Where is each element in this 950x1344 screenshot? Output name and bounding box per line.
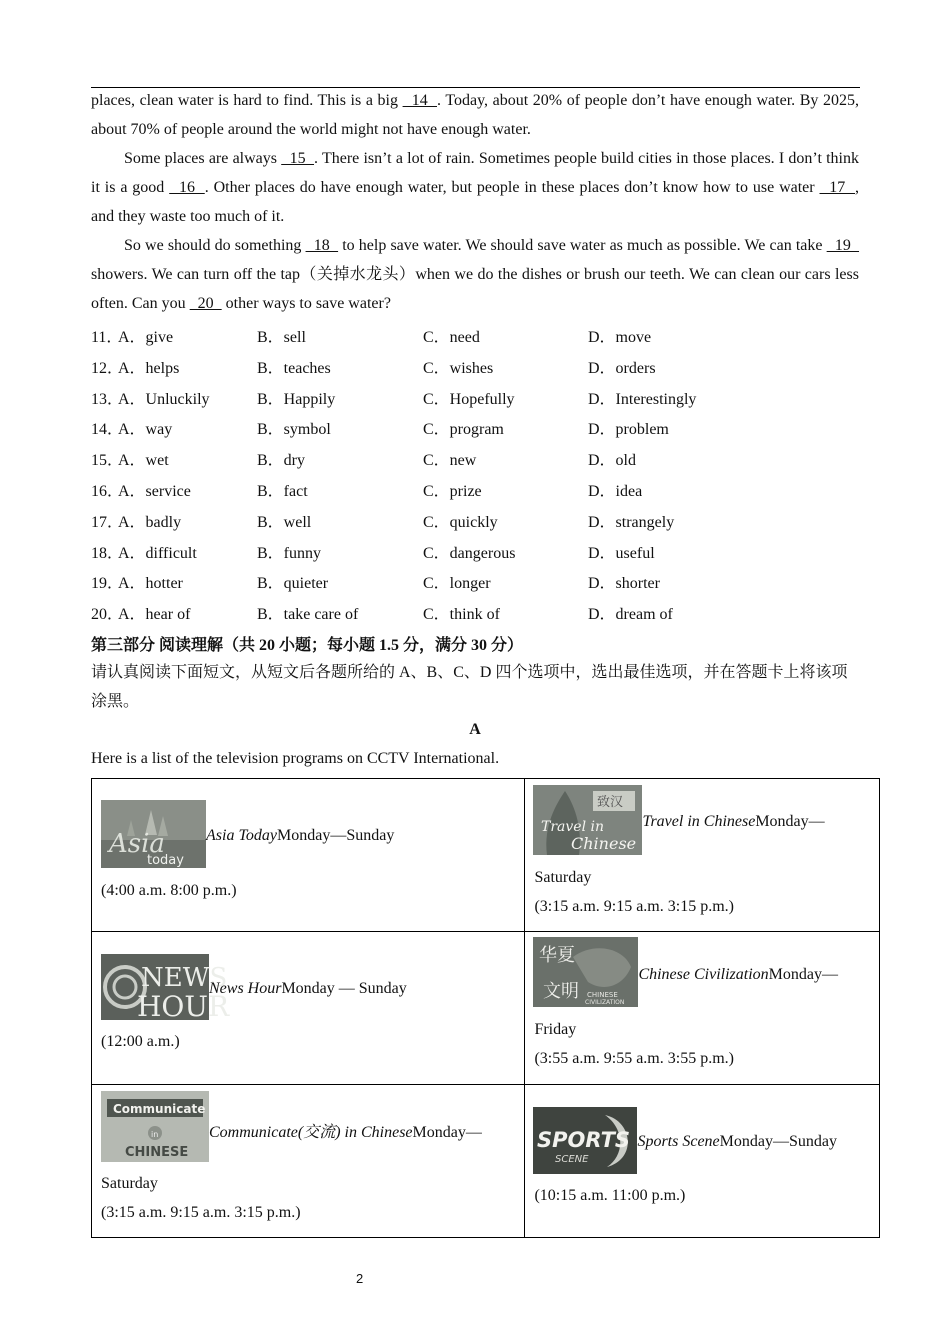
table-row — [92, 779, 880, 932]
question-row — [91, 601, 859, 631]
program-cell — [525, 779, 880, 932]
blank-19: 19 — [826, 237, 860, 254]
program-times: (4:00 a.m. 8:00 p.m.) — [101, 882, 237, 899]
travel-in-chinese-logo — [533, 785, 642, 855]
svg-text:CHINESE: CHINESE — [125, 1145, 189, 1160]
program-times: (3:15 a.m. 9:15 a.m. 3:15 p.m.) — [534, 898, 734, 915]
program-title-line — [209, 1119, 482, 1142]
communicate-in-chinese-logo — [101, 1091, 209, 1162]
svg-text:NEWS: NEWS — [141, 963, 228, 993]
chinese-civilization-logo — [533, 937, 638, 1007]
option-d: D．dream of — [588, 606, 673, 624]
option-b: B．take care of — [257, 606, 359, 624]
table-row — [92, 1085, 880, 1238]
option-c: C．dangerous — [423, 544, 516, 562]
program-cell — [92, 932, 525, 1085]
program-name: Chinese Civilization — [638, 966, 769, 983]
question-row — [91, 509, 859, 539]
passage-paragraph-3 — [91, 231, 859, 318]
svg-text:HOUR: HOUR — [137, 990, 230, 1023]
option-d: D．useful — [588, 544, 655, 562]
question-number: 15． — [91, 452, 124, 470]
blank-20: 20 — [189, 295, 222, 312]
option-b: B．Happily — [257, 390, 336, 408]
question-number: 13． — [91, 390, 124, 408]
program-name: News Hour — [209, 980, 282, 997]
svg-text:Chinese: Chinese — [571, 834, 637, 853]
program-days-continued: Saturday — [534, 869, 592, 886]
question-row — [91, 570, 859, 600]
section-instruction: 请认真阅读下面短文，从短文后各题所给的 A、B、C、D 四个选项中，选出最佳选项，并在答题卡上将该项涂黑。 — [91, 664, 848, 710]
program-days-continued: Friday — [534, 1021, 577, 1038]
option-c: C．program — [423, 421, 504, 439]
passage-text: showers. We can turn off the tap（关掉水龙头）when we do the dishes or brush our teeth. We can clean our cars less often. Can you — [91, 266, 859, 312]
passage-text: . There isn’t a lot of rain. Sometimes people build cities in those places. I don’t think it is a good — [91, 150, 859, 196]
option-d: D．shorter — [588, 575, 660, 593]
program-cell — [525, 1085, 880, 1238]
passage-text: Some places are always — [124, 150, 282, 167]
program-cell — [92, 1085, 525, 1238]
svg-text:Travel in: Travel in — [541, 819, 605, 835]
question-number: 17． — [91, 513, 124, 531]
option-a: A．helps — [118, 359, 180, 377]
question-row — [91, 540, 859, 570]
option-d: D．old — [588, 452, 637, 470]
blank-18: 18 — [305, 237, 339, 254]
program-title-line — [209, 980, 407, 998]
svg-text:Asia: Asia — [109, 829, 165, 859]
passage-paragraph-1 — [91, 86, 859, 144]
question-number: 16． — [91, 483, 124, 500]
passage-text: to help save water. We should save water as much as possible. We can take — [338, 237, 827, 254]
passage-text: . Today, about 20% of people don’t have enough water. By 2025, about 70% of people around the world might not have enough water. — [91, 92, 860, 138]
program-name: Communicate(交流) in Chinese — [209, 1124, 413, 1141]
question-number: 11． — [91, 329, 123, 346]
option-a: A．Unluckily — [118, 390, 210, 408]
option-c: C．new — [423, 452, 477, 470]
option-a: A．difficult — [118, 544, 197, 562]
question-row — [91, 447, 859, 477]
blank-15: 15 — [281, 150, 315, 167]
svg-text:in: in — [151, 1130, 159, 1139]
option-c: C．quickly — [423, 513, 498, 531]
option-b: B．sell — [257, 329, 306, 346]
news-hour-logo — [101, 954, 230, 1023]
question-number: 14． — [91, 421, 124, 439]
option-c: C．longer — [423, 575, 491, 593]
option-a: A．hotter — [118, 575, 183, 593]
option-a: A．wet — [118, 452, 169, 470]
svg-text:Communicate: Communicate — [113, 1102, 206, 1116]
asia-today-logo — [101, 800, 206, 868]
option-c: C．prize — [423, 483, 482, 500]
program-days: Monday—Sunday — [276, 827, 395, 844]
passage-paragraph-2 — [91, 144, 859, 231]
program-name: Travel in Chinese — [642, 813, 756, 830]
program-title-line — [637, 1133, 837, 1151]
question-row — [91, 355, 859, 385]
sports-scene-logo — [533, 1107, 637, 1174]
svg-text:CIVILIZATION: CIVILIZATION — [585, 999, 625, 1006]
program-name: Sports Scene — [637, 1133, 720, 1150]
option-a: A．way — [118, 421, 173, 439]
option-d: D．orders — [588, 359, 656, 377]
blank-17: 17 — [819, 179, 856, 196]
option-b: B．teaches — [257, 359, 331, 377]
question-number: 12． — [91, 359, 124, 377]
blank-14: 14 — [402, 92, 437, 109]
blank-16: 16 — [169, 179, 205, 196]
svg-text:CHINESE: CHINESE — [587, 991, 619, 999]
program-name: Asia Today — [206, 827, 277, 844]
svg-text:SCENE: SCENE — [555, 1154, 589, 1165]
program-cell — [92, 779, 525, 932]
svg-text:today: today — [147, 853, 184, 868]
option-b: B．dry — [257, 452, 306, 470]
program-table — [91, 778, 880, 1238]
option-d: D．strangely — [588, 513, 675, 531]
program-days: Monday— — [412, 1124, 482, 1141]
option-d: D．problem — [588, 421, 669, 439]
option-c: C．Hopefully — [423, 390, 515, 408]
svg-text:华夏: 华夏 — [539, 945, 576, 966]
program-days: Monday— — [755, 813, 825, 830]
passage-letter: A — [469, 721, 481, 738]
question-number: 18． — [91, 544, 124, 562]
program-days: Monday—Sunday — [719, 1133, 837, 1150]
option-a: A．give — [118, 329, 174, 346]
option-b: B．fact — [257, 483, 308, 500]
option-a: A．service — [118, 483, 191, 500]
program-title-line — [206, 827, 394, 845]
passage-text: other ways to save water? — [221, 295, 391, 312]
option-b: B．symbol — [257, 421, 331, 439]
question-row — [91, 324, 859, 354]
section-heading: 第三部分 阅读理解（共 20 小题；每小题 1.5 分，满分 30 分） — [91, 637, 524, 654]
program-cell — [525, 932, 880, 1085]
program-days: Monday— — [768, 966, 838, 983]
passage-intro: Here is a list of the television programs on CCTV International. — [91, 750, 500, 767]
svg-text:文明: 文明 — [543, 981, 580, 1002]
option-a: A．badly — [118, 513, 182, 531]
svg-text:致汉: 致汉 — [597, 795, 624, 810]
option-c: C．need — [423, 329, 480, 346]
table-row — [92, 932, 880, 1085]
passage-text: . Other places do have enough water, but people in these places don’t know how to use water — [204, 179, 820, 196]
program-title-line — [638, 966, 838, 984]
option-b: B．quieter — [257, 575, 329, 593]
option-d: D．idea — [588, 483, 643, 500]
option-b: B．funny — [257, 544, 322, 562]
option-d: D．move — [588, 329, 652, 346]
option-a: A．hear of — [118, 606, 191, 624]
question-number: 19． — [91, 575, 124, 593]
option-b: B．well — [257, 513, 312, 531]
program-times: (3:15 a.m. 9:15 a.m. 3:15 p.m.) — [101, 1204, 301, 1221]
passage-text: places, clean water is hard to find. This is a big — [91, 92, 403, 109]
program-times: (3:55 a.m. 9:55 a.m. 3:55 p.m.) — [534, 1050, 734, 1067]
program-days: Monday — Sunday — [281, 980, 407, 997]
question-row — [91, 416, 859, 446]
program-times: (12:00 a.m.) — [101, 1033, 180, 1050]
program-title-line — [642, 813, 824, 831]
option-d: D．Interestingly — [588, 390, 697, 408]
option-c: C．think of — [423, 606, 500, 624]
program-times: (10:15 a.m. 11:00 p.m.) — [534, 1187, 686, 1204]
program-days-continued: Saturday — [101, 1175, 158, 1192]
svg-text:SPORTS: SPORTS — [537, 1128, 631, 1152]
option-c: C．wishes — [423, 359, 494, 377]
question-number: 20． — [91, 606, 124, 624]
question-row — [91, 478, 859, 508]
question-row — [91, 386, 859, 416]
page-number: 2 — [356, 1271, 364, 1286]
passage-text: , and they waste too much of it. — [91, 179, 860, 225]
passage-text: So we should do something — [124, 237, 306, 254]
